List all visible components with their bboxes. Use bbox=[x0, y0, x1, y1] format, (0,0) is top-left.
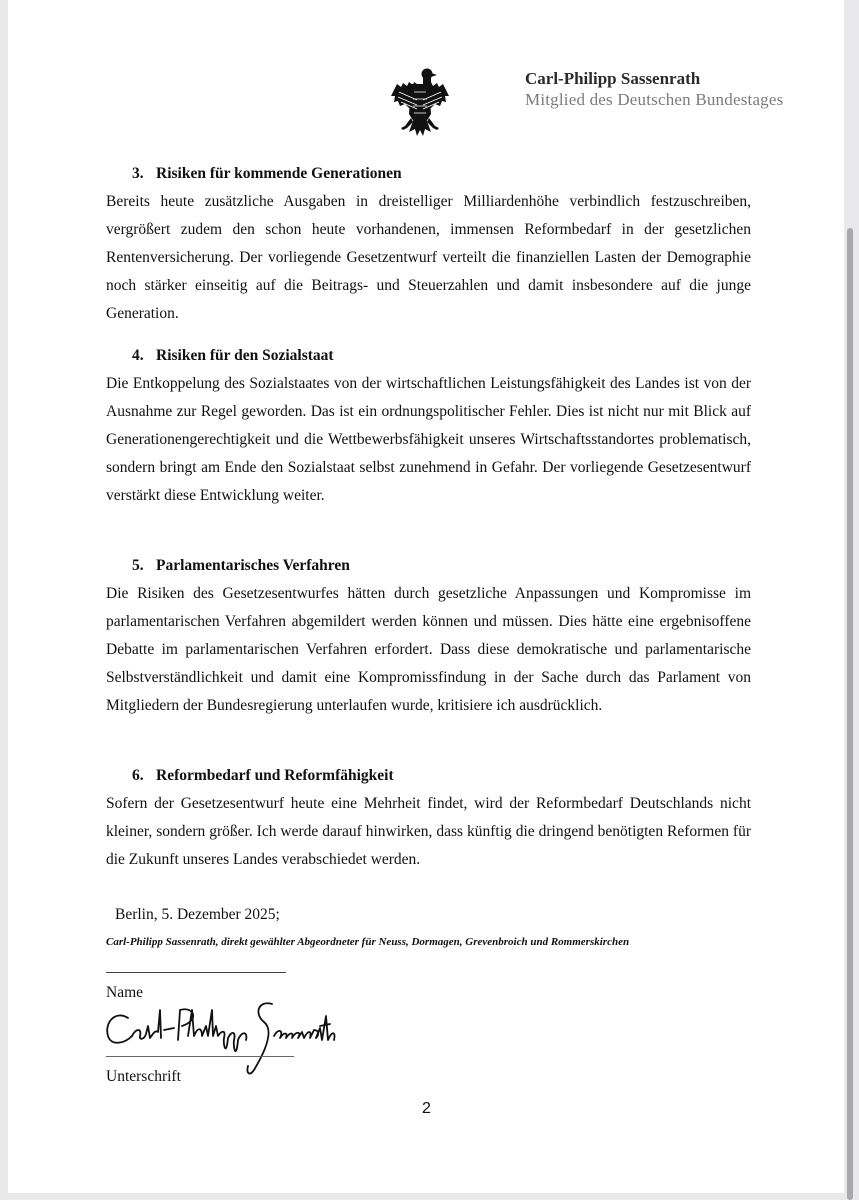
document-page bbox=[8, 0, 844, 1193]
letterhead-name: Carl-Philipp Sassenrath bbox=[525, 69, 701, 88]
section-6 bbox=[106, 762, 751, 874]
signature-label: Unterschrift bbox=[106, 1068, 181, 1085]
place-date: Berlin, 5. Dezember 2025; bbox=[115, 906, 280, 923]
section-number: 4. bbox=[132, 347, 144, 364]
name-label: Name bbox=[106, 984, 144, 1001]
section-number: 6. bbox=[132, 767, 144, 784]
section-4 bbox=[106, 342, 751, 510]
signer-designation: Carl-Philipp Sassenrath, direkt gewählter Abgeordneter für Neuss, Dormagen, Grevenbroich und Rommerskirchen bbox=[106, 936, 630, 948]
section-title: Reformbedarf und Reformfähigkeit bbox=[156, 767, 394, 784]
section-heading bbox=[106, 342, 751, 370]
vertical-scrollbar[interactable] bbox=[847, 228, 853, 1200]
handwritten-signature bbox=[98, 996, 348, 1078]
section-text: Die Entkoppelung des Sozialstaates von der wirtschaftlichen Leistungsfähigkeit des Landes ist von der Ausnahme zur Regel geworden. Das ist ein ordnungspolitischer Fehler. Dies ist nicht nur mit Blick auf Generationengerechtigkeit und die Wettbewerbsfähigkeit unseres Wirtschaftsstandortes problematisch, sondern bringt am Ende den Sozialstaat selbst zunehmend in Gefahr. Der vorliegende Gesetzesentwurf verstärkt diese Entwicklung weiter. bbox=[106, 375, 751, 504]
section-heading bbox=[106, 160, 751, 188]
section-heading bbox=[106, 552, 751, 580]
section-text: Sofern der Gesetzesentwurf heute eine Mehrheit findet, wird der Reformbedarf Deutschlands nicht kleiner, sondern größer. Ich werde darauf hinwirken, dass künftig die dringend benötigten Reformen für die Zukunft unseres Landes verabschiedet werden. bbox=[106, 795, 751, 868]
name-line bbox=[106, 972, 286, 973]
letterhead-role: Mitglied des Deutschen Bundestages bbox=[525, 90, 784, 109]
bundesadler-icon bbox=[387, 66, 453, 142]
signature-line bbox=[106, 1056, 294, 1057]
section-number: 3. bbox=[132, 165, 144, 182]
section-title: Parlamentarisches Verfahren bbox=[156, 557, 350, 574]
page-number: 2 bbox=[422, 1100, 431, 1117]
section-title: Risiken für kommende Generationen bbox=[156, 165, 402, 182]
section-text: Bereits heute zusätzliche Ausgaben in dreistelliger Milliardenhöhe verbindlich festzuschreiben, vergrößert zudem den schon heute vorhandenen, immensen Reformbedarf in der gesetzlichen Rentenversicherung. Der vorliegende Gesetzentwurf verteilt die finanziellen Lasten der Demographie noch stärker einseitig auf die Beitrags- und Steuerzahlen und damit insbesondere auf die junge Generation. bbox=[106, 193, 751, 322]
section-heading bbox=[106, 762, 751, 790]
section-text: Die Risiken des Gesetzesentwurfes hätten durch gesetzliche Anpassungen und Kompromisse im parlamentarischen Verfahren abgemildert werden können und müssen. Dies hätte eine ergebnisoffene Debatte im parlamentarischen Verfahren erfordert. Dass diese demokratische und parlamentarische Selbstverständlichkeit und damit eine Kompromissfindung in der Sache durch das Parlament von Mitgliedern der Bundesregierung unterlaufen wurde, kritisiere ich ausdrücklich. bbox=[106, 585, 751, 714]
section-number: 5. bbox=[132, 557, 144, 574]
section-5 bbox=[106, 552, 751, 720]
section-3 bbox=[106, 160, 751, 328]
section-title: Risiken für den Sozialstaat bbox=[156, 347, 334, 364]
